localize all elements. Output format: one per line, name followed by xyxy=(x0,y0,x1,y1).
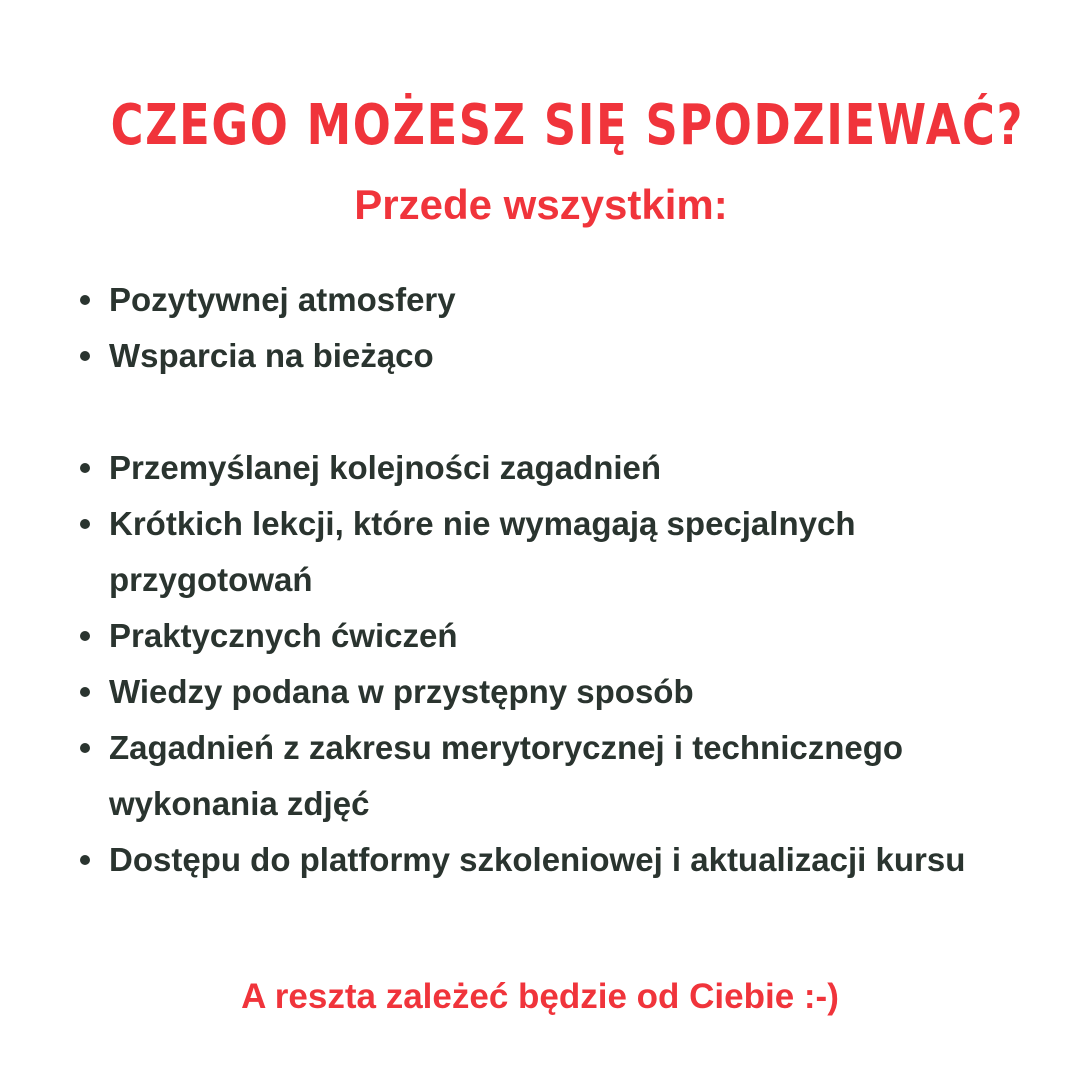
bullet-dot-icon xyxy=(80,743,90,753)
list-item-label: Wsparcia na bieżąco xyxy=(109,337,434,374)
subheadline: Przede wszystkim: xyxy=(354,181,728,228)
list-spacer xyxy=(78,384,1038,440)
bullet-dot-icon xyxy=(80,351,90,361)
list-item xyxy=(78,720,1038,832)
list-item-label: Dostępu do platformy szkoleniowej i aktualizacji kursu xyxy=(109,841,966,878)
bullet-dot-icon xyxy=(80,687,90,697)
closing-note: A reszta zależeć będzie od Ciebie :-) xyxy=(241,977,839,1016)
list-item xyxy=(78,496,1038,608)
list-item xyxy=(78,440,1038,496)
benefits-list xyxy=(78,272,1038,888)
bullet-dot-icon xyxy=(80,631,90,641)
list-item-label: Zagadnień z zakresu merytorycznej i technicznego wykonania zdjęć xyxy=(109,729,904,822)
list-item-label: Krótkich lekcji, które nie wymagają specjalnych przygotowań xyxy=(109,505,856,598)
list-item xyxy=(78,832,1038,888)
list-item xyxy=(78,328,1038,384)
bullet-dot-icon xyxy=(80,295,90,305)
headline: CZEGO MOŻESZ SIĘ SPODZIEWAĆ? xyxy=(110,93,1025,158)
list-item xyxy=(78,608,1038,664)
bullet-dot-icon xyxy=(80,463,90,473)
list-item-label: Przemyślanej kolejności zagadnień xyxy=(109,449,662,486)
list-item-label: Pozytywnej atmosfery xyxy=(109,281,456,318)
bullet-dot-icon xyxy=(80,519,90,529)
list-item-label: Wiedzy podana w przystępny sposób xyxy=(109,673,694,710)
bullet-dot-icon xyxy=(80,855,90,865)
list-item xyxy=(78,664,1038,720)
list-item xyxy=(78,272,1038,328)
list-item-label: Praktycznych ćwiczeń xyxy=(109,617,458,654)
